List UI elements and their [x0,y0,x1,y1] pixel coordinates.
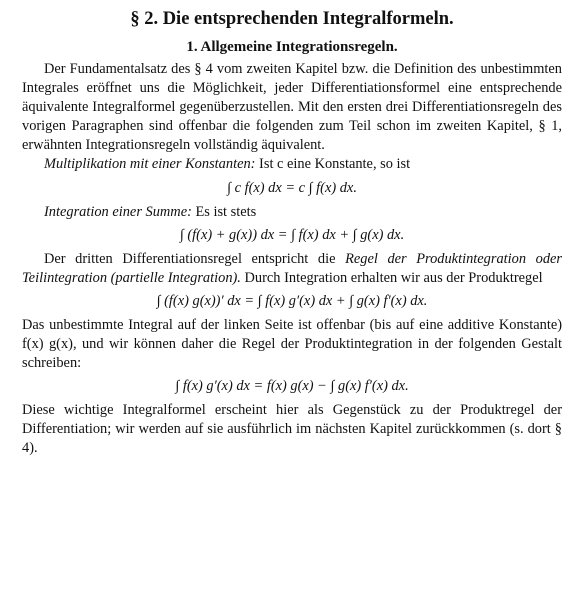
sum-rule-text: Es ist stets [191,203,257,220]
section-title: § 2. Die entsprechenden Integralformeln. [130,9,454,29]
equation-partial: ∫ f(x) g′(x) dx = f(x) g(x) − ∫ g(x) f′(x) dx. [175,378,409,395]
paragraph-constant-rule [22,155,562,174]
paragraph-product-rule [22,250,562,288]
equation-product: ∫ (f(x) g(x))′ dx = ∫ f(x) g′(x) dx + ∫ g(x) f′(x) dx. [156,292,428,309]
section-subtitle: 1. Allgemeine Integrationsregeln. [186,39,398,55]
paragraph-intro: Der Fundamentalsatz des § 4 vom zweiten Kapitel bzw. die Definition des unbestimmten Integrales eröffnet uns die Möglichkeit, jeder Differentiationsformel eine entsprechende äquivalente Integralformel gegenüberzustellen. Mit den ersten drei Differentiationsregeln des vorigen Paragraphen sind offenbar die folgenden zum Teil schon im zweiten Kapitel, § 1, erwähnten Integrationsregeln vollständig äquivalent. [22,61,562,154]
equation-sum: ∫ (f(x) + g(x)) dx = ∫ f(x) dx + ∫ g(x) dx. [179,226,405,243]
product-rule-text-b: Durch Integration erhalten wir aus der Produktregel [240,269,543,286]
product-rule-text-a: Der dritten Differentiationsregel entspricht die [44,250,346,267]
paragraph-left-side: Das unbestimmte Integral auf der linken Seite ist offenbar (bis auf eine additive Konstante) f(x) g(x), und wir können daher die Regel der Produktintegration in der folgenden Gestalt schreiben: [22,316,562,372]
constant-rule-text: Ist c eine Konstante, so ist [255,156,411,173]
constant-rule-label: Multiplikation mit einer Konstanten: [44,156,256,173]
sum-rule-label: Integration einer Summe: [44,203,192,220]
equation-constant: ∫ c f(x) dx = c ∫ f(x) dx. [227,179,357,196]
paragraph-conclusion: Diese wichtige Integralformel erscheint hier als Gegenstück zu der Produktregel der Differentiation; wir werden auf sie ausführlich im nächsten Kapitel zurückkommen (s. dort § 4). [22,402,562,457]
paragraph-sum-rule [22,203,562,222]
product-rule-emphasis: Regel der Produktintegration oder Teilintegration (partielle Integration). [22,250,563,286]
